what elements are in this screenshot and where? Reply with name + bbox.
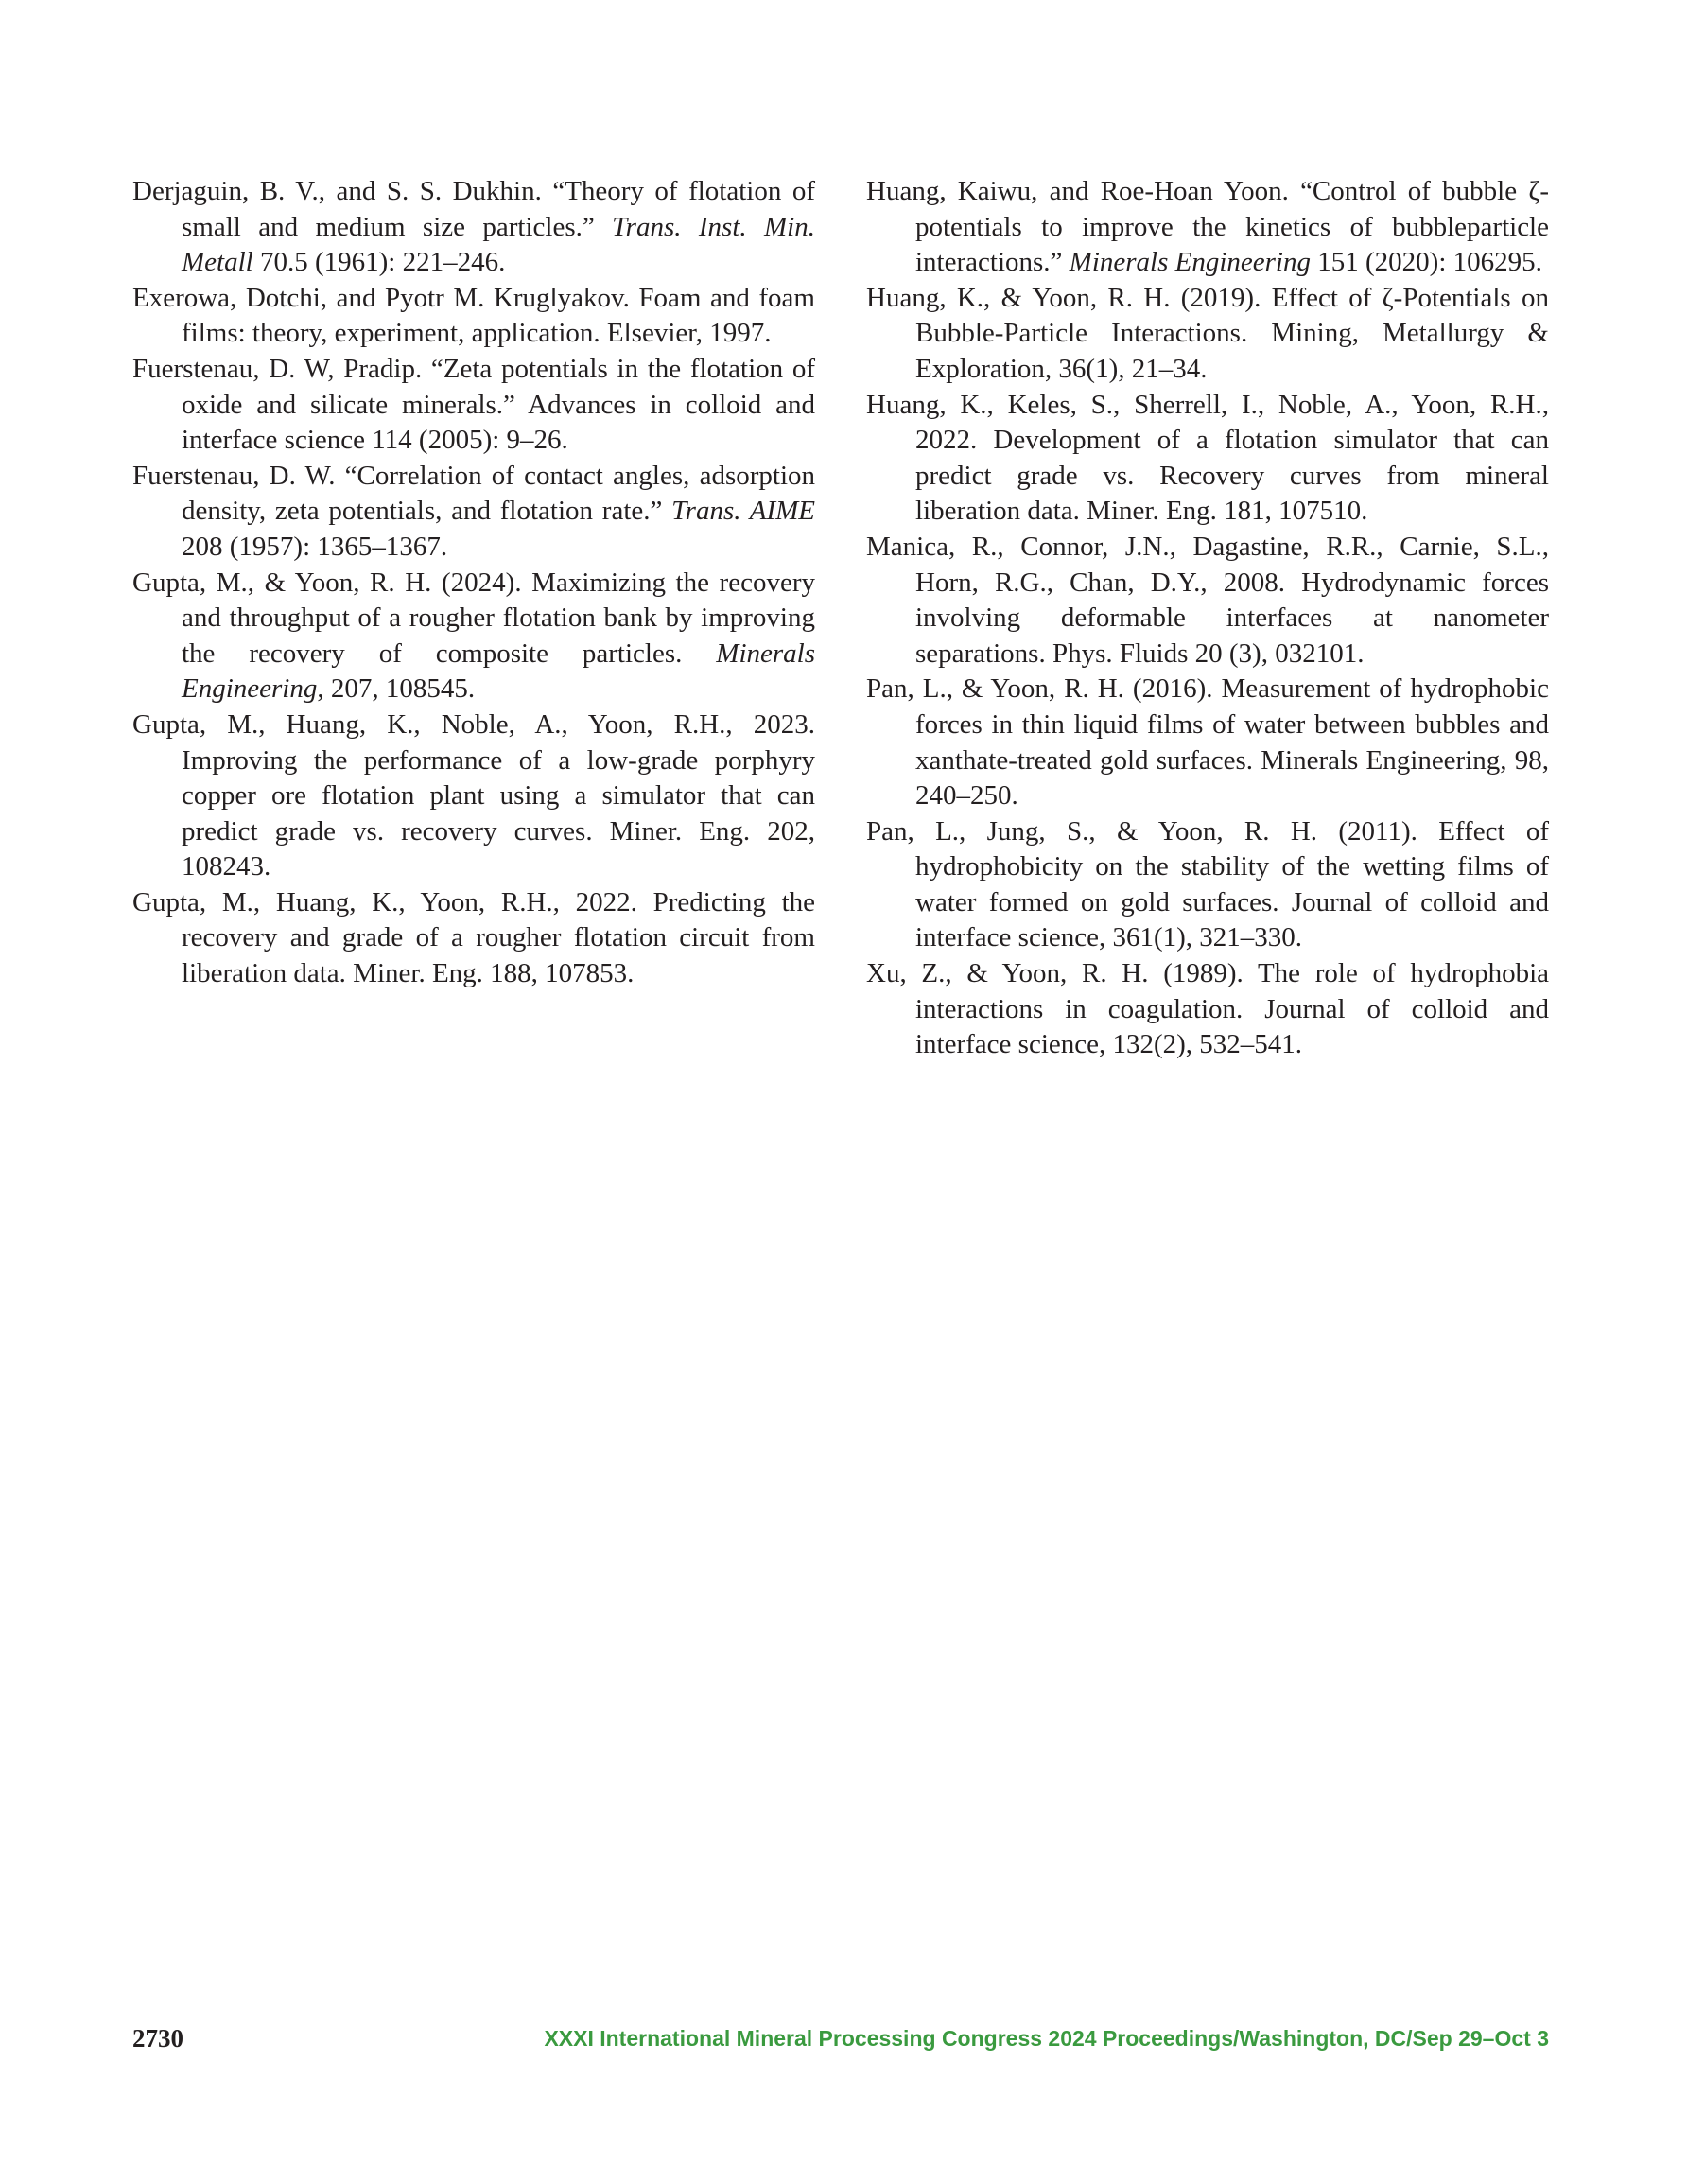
- reference-entry: [132, 459, 815, 566]
- reference-text: Huang, K., Keles, S., Sherrell, I., Noble, A., Yoon, R.H., 2022. Development of a flotation simulator that can predict grade vs. Recovery curves from mineral liberation data. Miner. Eng. 181, 107510.: [866, 389, 1549, 527]
- reference-italic-text: Trans. Inst. Min. Metall: [182, 211, 815, 278]
- reference-entry: [866, 672, 1549, 813]
- reference-text: Xu, Z., & Yoon, R. H. (1989). The role of hydrophobia interactions in coagulation. Journal of colloid and interface science, 132(2), 532–541.: [866, 958, 1549, 1060]
- reference-text: Fuerstenau, D. W. “Correlation of contact angles, adsorption density, zeta potentials, and flotation rate.”: [132, 460, 815, 527]
- references-right-column: [866, 174, 1549, 1063]
- reference-entry: [866, 281, 1549, 388]
- reference-text: Huang, Kaiwu, and Roe-Hoan Yoon. “Control of bubble ζ-potentials to improve the kinetics of bubbleparticle interactions.”: [866, 176, 1549, 278]
- reference-entry: [866, 956, 1549, 1063]
- reference-text: Exerowa, Dotchi, and Pyotr M. Kruglyakov. Foam and foam films: theory, experiment, application. Elsevier, 1997.: [132, 282, 815, 349]
- reference-text: Gupta, M., & Yoon, R. H. (2024). Maximizing the recovery and throughput of a rougher flotation bank by improving the recovery of composite particles.: [132, 567, 815, 669]
- page-number: 2730: [132, 2024, 183, 2053]
- references-left-column: [132, 174, 815, 992]
- reference-text: Fuerstenau, D. W, Pradip. “Zeta potentials in the flotation of oxide and silicate minerals.” Advances in colloid and interface science 114 (2005): 9–26.: [132, 353, 815, 456]
- running-footer-title: XXXI International Mineral Processing Congress 2024 Proceedings/Washington, DC/Sep 29–Oct 3: [544, 2026, 1549, 2051]
- reference-italic-text: Trans. AIME: [671, 496, 815, 527]
- reference-text: Gupta, M., Huang, K., Yoon, R.H., 2022. Predicting the recovery and grade of a rougher flotation circuit from liberation data. Miner. Eng. 188, 107853.: [132, 886, 815, 989]
- reference-text: 151 (2020): 106295.: [1311, 247, 1542, 278]
- reference-entry: [132, 885, 815, 992]
- reference-entry: [132, 352, 815, 459]
- reference-entry: [866, 530, 1549, 672]
- reference-entry: [132, 708, 815, 885]
- reference-text: Pan, L., Jung, S., & Yoon, R. H. (2011). Effect of hydrophobicity on the stability of the wetting films of water formed on gold surfaces. Journal of colloid and interface science, 361(1), 321–330.: [866, 815, 1549, 953]
- reference-entry: [866, 814, 1549, 956]
- reference-text: , 207, 108545.: [317, 673, 476, 705]
- reference-italic-text: Minerals Engineering: [1069, 247, 1311, 278]
- reference-text: Manica, R., Connor, J.N., Dagastine, R.R., Carnie, S.L., Horn, R.G., Chan, D.Y., 2008. Hydrodynamic forces involving deformable interfaces at nanometer separations. Phys. Fluids 20 (3), 032101.: [866, 531, 1549, 669]
- reference-entry: [132, 566, 815, 708]
- reference-italic-text: Minerals Engineering: [182, 638, 815, 705]
- reference-text: Pan, L., & Yoon, R. H. (2016). Measurement of hydrophobic forces in thin liquid films of water between bubbles and xanthate-treated gold surfaces. Minerals Engineering, 98, 240–250.: [866, 673, 1549, 812]
- reference-text: Huang, K., & Yoon, R. H. (2019). Effect of ζ-Potentials on Bubble-Particle Interactions. Mining, Metallurgy & Exploration, 36(1), 21–34.: [866, 282, 1549, 384]
- reference-entry: [132, 281, 815, 352]
- reference-text: Gupta, M., Huang, K., Noble, A., Yoon, R.H., 2023. Improving the performance of a low-grade porphyry copper ore flotation plant using a simulator that can predict grade vs. recovery curves. Miner. Eng. 202, 108243.: [132, 708, 815, 882]
- reference-entry: [132, 174, 815, 281]
- reference-entry: [866, 388, 1549, 530]
- reference-text: Derjaguin, B. V., and S. S. Dukhin. “Theory of flotation of small and medium size particles.”: [132, 176, 815, 242]
- reference-entry: [866, 174, 1549, 281]
- reference-text: 70.5 (1961): 221–246.: [252, 247, 506, 278]
- reference-text: 208 (1957): 1365–1367.: [182, 531, 448, 562]
- page-footer: [132, 2024, 1549, 2058]
